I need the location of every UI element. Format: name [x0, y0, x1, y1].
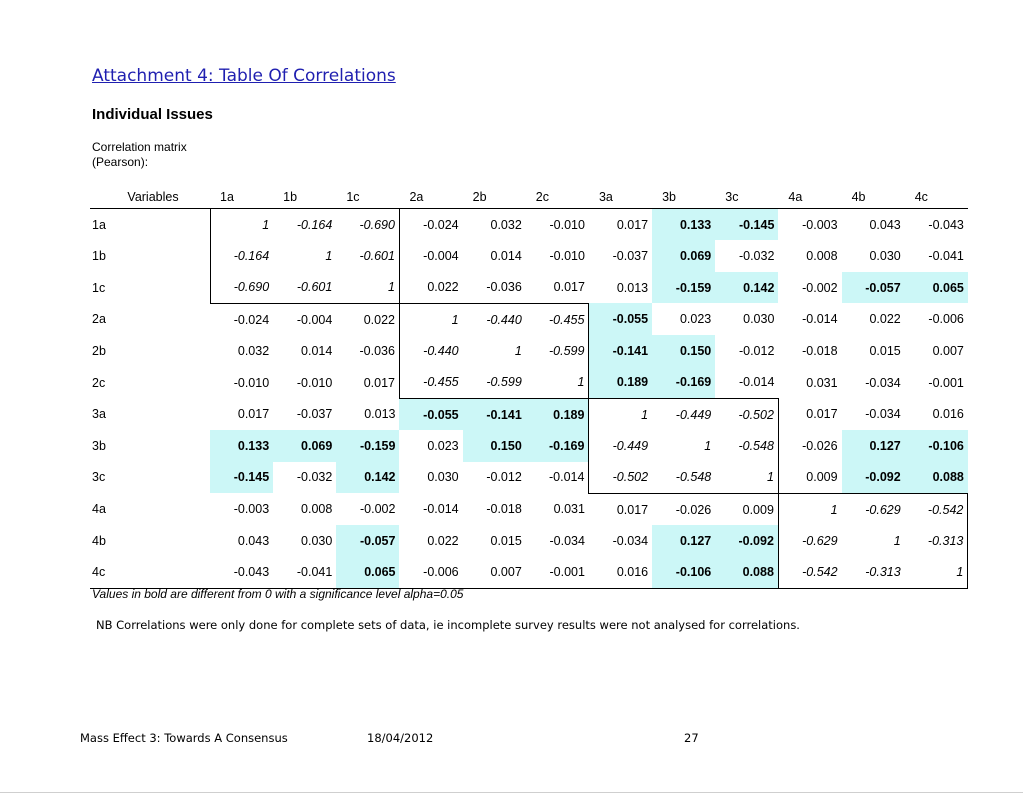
column-header: 4a [778, 185, 841, 209]
table-cell: -0.629 [842, 493, 905, 525]
table-cell: -0.026 [675, 502, 712, 517]
table-cell: -0.449 [652, 398, 715, 430]
table-cell: -0.026 [802, 438, 838, 453]
table-cell: -0.057 [842, 272, 905, 304]
table-cell: -0.032 [296, 470, 333, 485]
column-header: 1c [336, 185, 399, 209]
column-header: 1b [273, 185, 336, 209]
table-cell: 0.015 [869, 343, 901, 358]
table-cell: 1 [778, 493, 841, 525]
table-cell: 0.022 [869, 312, 901, 327]
table-row [90, 557, 968, 589]
table-cell: 0.017 [553, 280, 585, 295]
table-cell: -0.034 [865, 375, 901, 390]
table-cell: -0.034 [865, 407, 901, 422]
table-header-row [90, 185, 968, 209]
table-cell: 1 [905, 557, 968, 589]
table-cell: 0.030 [869, 248, 901, 263]
table-cell: -0.043 [210, 557, 273, 589]
column-header: 4b [842, 185, 905, 209]
table-cell: -0.440 [463, 303, 526, 335]
table-cell: -0.690 [336, 209, 399, 241]
table-cell: 0.016 [932, 407, 964, 422]
significance-footnote: Values in bold are different from 0 with a significance level alpha=0.05 [92, 587, 464, 601]
table-cell: -0.014 [548, 470, 585, 485]
table-cell: -0.449 [589, 430, 652, 461]
column-header: 4c [905, 185, 968, 209]
table-cell: -0.014 [738, 375, 775, 390]
table-cell: 0.017 [806, 407, 838, 422]
table-cell: 0.031 [806, 375, 838, 390]
table-cell: 0.043 [237, 533, 270, 548]
table-cell: -0.440 [399, 335, 462, 366]
table-cell: -0.055 [399, 398, 462, 430]
table-cell: 0.013 [616, 280, 649, 295]
footer-document-title: Mass Effect 3: Towards A Consensus [80, 731, 288, 745]
table-cell: 0.150 [463, 430, 526, 461]
table-cell: -0.012 [738, 343, 775, 358]
table-cell: 0.069 [652, 240, 715, 271]
table-row [90, 209, 968, 241]
table-cell: 1 [399, 303, 462, 335]
table-cell: -0.145 [715, 209, 778, 241]
table-cell: 0.014 [301, 343, 333, 358]
table-cell: 1 [526, 367, 589, 399]
table-cell: 0.016 [589, 557, 652, 589]
caption-line: (Pearson): [92, 155, 149, 169]
attachment-heading: Attachment 4: Table Of Correlations [92, 66, 396, 86]
table-row [90, 367, 968, 399]
table-cell: 1 [336, 272, 399, 304]
table-cell: 1 [325, 248, 333, 263]
table-cell: 0.065 [905, 272, 968, 304]
table-cell: 0.007 [463, 557, 526, 589]
table-cell: 0.008 [806, 248, 838, 263]
table-cell: 0.009 [806, 470, 838, 485]
table-cell: -0.601 [336, 240, 399, 271]
table-cell: -0.169 [526, 430, 589, 461]
table-body [90, 209, 968, 589]
table-cell: -0.043 [928, 217, 964, 232]
table-cell: 1 [210, 209, 273, 241]
table-cell: -0.014 [423, 502, 459, 517]
table-cell: -0.601 [273, 272, 336, 304]
correlation-matrix-table [90, 185, 968, 589]
table-cell: 1 [893, 533, 901, 548]
table-cell: 0.030 [743, 312, 775, 327]
column-header: 3b [652, 185, 715, 209]
table-cell: 0.127 [652, 525, 715, 556]
table-cell: 0.023 [679, 312, 712, 327]
table-cell: -0.001 [928, 375, 964, 390]
table-cell: -0.542 [905, 493, 968, 525]
table-cell: 0.088 [715, 557, 778, 589]
table-cell: -0.141 [589, 335, 652, 366]
table-cell: -0.502 [715, 398, 778, 430]
row-label: 3a [92, 407, 106, 422]
table-cell: -0.690 [210, 272, 273, 304]
row-label: 4c [90, 557, 210, 589]
table-cell: -0.014 [802, 312, 838, 327]
table-row [90, 240, 968, 271]
column-header: 2b [463, 185, 526, 209]
table-cell: 1 [589, 398, 652, 430]
table-cell: 0.189 [526, 398, 589, 430]
table-cell: 0.015 [490, 533, 522, 548]
table-cell: 0.133 [210, 430, 273, 461]
table-row [90, 493, 968, 525]
table-cell: -0.037 [296, 407, 333, 422]
table-cell: 0.014 [490, 248, 522, 263]
row-label: 1c [92, 280, 106, 295]
table-cell: -0.548 [715, 430, 778, 461]
table-cell: -0.004 [423, 248, 459, 263]
table-cell: 0.189 [589, 367, 652, 399]
table-cell: 0.142 [336, 462, 399, 494]
footer-page-number: 27 [684, 731, 699, 745]
table-cell: -0.036 [486, 280, 522, 295]
table-cell: -0.629 [778, 525, 841, 556]
column-header: 2c [526, 185, 589, 209]
table-cell: 0.030 [301, 533, 333, 548]
table-cell: -0.145 [210, 462, 273, 494]
table-cell: -0.313 [842, 557, 905, 589]
table-cell: 0.150 [652, 335, 715, 366]
table-row [90, 430, 968, 461]
table-cell: -0.003 [802, 217, 838, 232]
table-cell: -0.024 [233, 312, 270, 327]
table-row [90, 525, 968, 556]
table-cell: -0.164 [210, 240, 273, 271]
table-cell: -0.092 [842, 462, 905, 494]
table-cell: 0.008 [301, 502, 333, 517]
table-cell: -0.037 [612, 248, 649, 263]
table-cell: 0.069 [273, 430, 336, 461]
table-cell: 1 [514, 343, 522, 358]
table-cell: -0.542 [778, 557, 841, 589]
table-cell: 0.127 [842, 430, 905, 461]
table-cell: 1 [715, 462, 778, 494]
table-cell: -0.141 [463, 398, 526, 430]
footer-date: 18/04/2012 [367, 731, 434, 745]
row-label: 1a [92, 217, 106, 232]
table-cell: -0.006 [399, 557, 462, 589]
table-cell: -0.036 [359, 343, 395, 358]
table-cell: -0.010 [296, 375, 333, 390]
table-cell: -0.002 [360, 502, 396, 517]
caption-line: Correlation matrix [92, 140, 187, 154]
table-cell: -0.092 [715, 525, 778, 556]
column-header: 3a [589, 185, 652, 209]
table-cell: 0.022 [427, 280, 459, 295]
variables-header: Variables [90, 185, 210, 209]
table-cell: -0.057 [336, 525, 399, 556]
table-cell: -0.599 [463, 367, 526, 399]
table-cell: -0.055 [589, 303, 652, 335]
table-cell: -0.034 [549, 533, 585, 548]
table-cell: -0.106 [905, 430, 968, 461]
row-label: 4b [92, 533, 106, 548]
table-cell: -0.010 [233, 375, 270, 390]
table-cell: -0.164 [273, 209, 336, 241]
table-cell: -0.010 [549, 248, 585, 263]
table-row [90, 398, 968, 430]
table-row [90, 335, 968, 366]
page-bottom-rule [0, 792, 1023, 793]
table-cell: 0.032 [490, 217, 522, 232]
row-label: 1b [92, 248, 106, 263]
table-cell: -0.159 [652, 272, 715, 304]
table-cell: 0.009 [742, 502, 774, 517]
table-cell: 0.013 [364, 407, 396, 422]
table-cell: -0.455 [526, 303, 589, 335]
table-cell: -0.002 [802, 280, 838, 295]
table-cell: -0.006 [928, 312, 964, 327]
row-label: 2c [92, 375, 106, 390]
table-cell: 1 [704, 438, 712, 453]
row-label: 4a [92, 502, 106, 517]
table-cell: 0.031 [553, 502, 585, 517]
row-label: 3c [92, 470, 106, 485]
table-cell: 0.023 [427, 438, 459, 453]
table-cell: -0.159 [336, 430, 399, 461]
table-cell: -0.032 [738, 248, 775, 263]
table-cell: -0.012 [486, 470, 522, 485]
table-cell: 0.017 [237, 407, 270, 422]
table-cell: 0.030 [427, 470, 459, 485]
table-cell: -0.041 [928, 248, 964, 263]
table-cell: 0.142 [715, 272, 778, 304]
table-cell: 0.017 [363, 375, 395, 390]
column-header: 3c [715, 185, 778, 209]
table-row [90, 462, 968, 494]
table-cell: -0.003 [233, 502, 270, 517]
table-row [90, 303, 968, 335]
table-cell: -0.169 [652, 367, 715, 399]
table-cell: 0.022 [427, 533, 459, 548]
table-cell: 0.017 [616, 502, 649, 517]
column-header: 2a [399, 185, 462, 209]
matrix-caption [92, 140, 187, 170]
table-cell: -0.599 [526, 335, 589, 366]
table-cell: -0.018 [486, 502, 522, 517]
table-cell: 0.065 [336, 557, 399, 589]
table-cell: -0.010 [549, 217, 585, 232]
table-cell: 0.022 [363, 312, 395, 327]
table-cell: -0.024 [423, 217, 459, 232]
table-cell: -0.041 [273, 557, 336, 589]
table-cell: -0.313 [905, 525, 968, 556]
table-cell: -0.106 [652, 557, 715, 589]
table-cell: 0.133 [652, 209, 715, 241]
section-subheading: Individual Issues [92, 106, 213, 123]
table-cell: 0.088 [905, 462, 968, 494]
table-cell: 0.007 [932, 343, 964, 358]
row-label: 2b [92, 343, 106, 358]
table-cell: -0.001 [526, 557, 589, 589]
table-cell: -0.034 [612, 533, 649, 548]
table-cell: -0.502 [589, 462, 652, 494]
methodology-note: NB Correlations were only done for complete sets of data, ie incomplete survey results were not analysed for correlations. [96, 618, 800, 632]
table-cell: -0.004 [296, 312, 333, 327]
row-label: 2a [92, 312, 106, 327]
row-label: 3b [92, 438, 106, 453]
table-cell: -0.018 [802, 343, 838, 358]
table-cell: 0.043 [869, 217, 901, 232]
table-cell: 0.017 [616, 217, 649, 232]
column-header: 1a [210, 185, 273, 209]
table-row [90, 272, 968, 304]
table-cell: -0.548 [652, 462, 715, 494]
table-cell: -0.455 [399, 367, 462, 399]
table-cell: 0.032 [237, 343, 270, 358]
